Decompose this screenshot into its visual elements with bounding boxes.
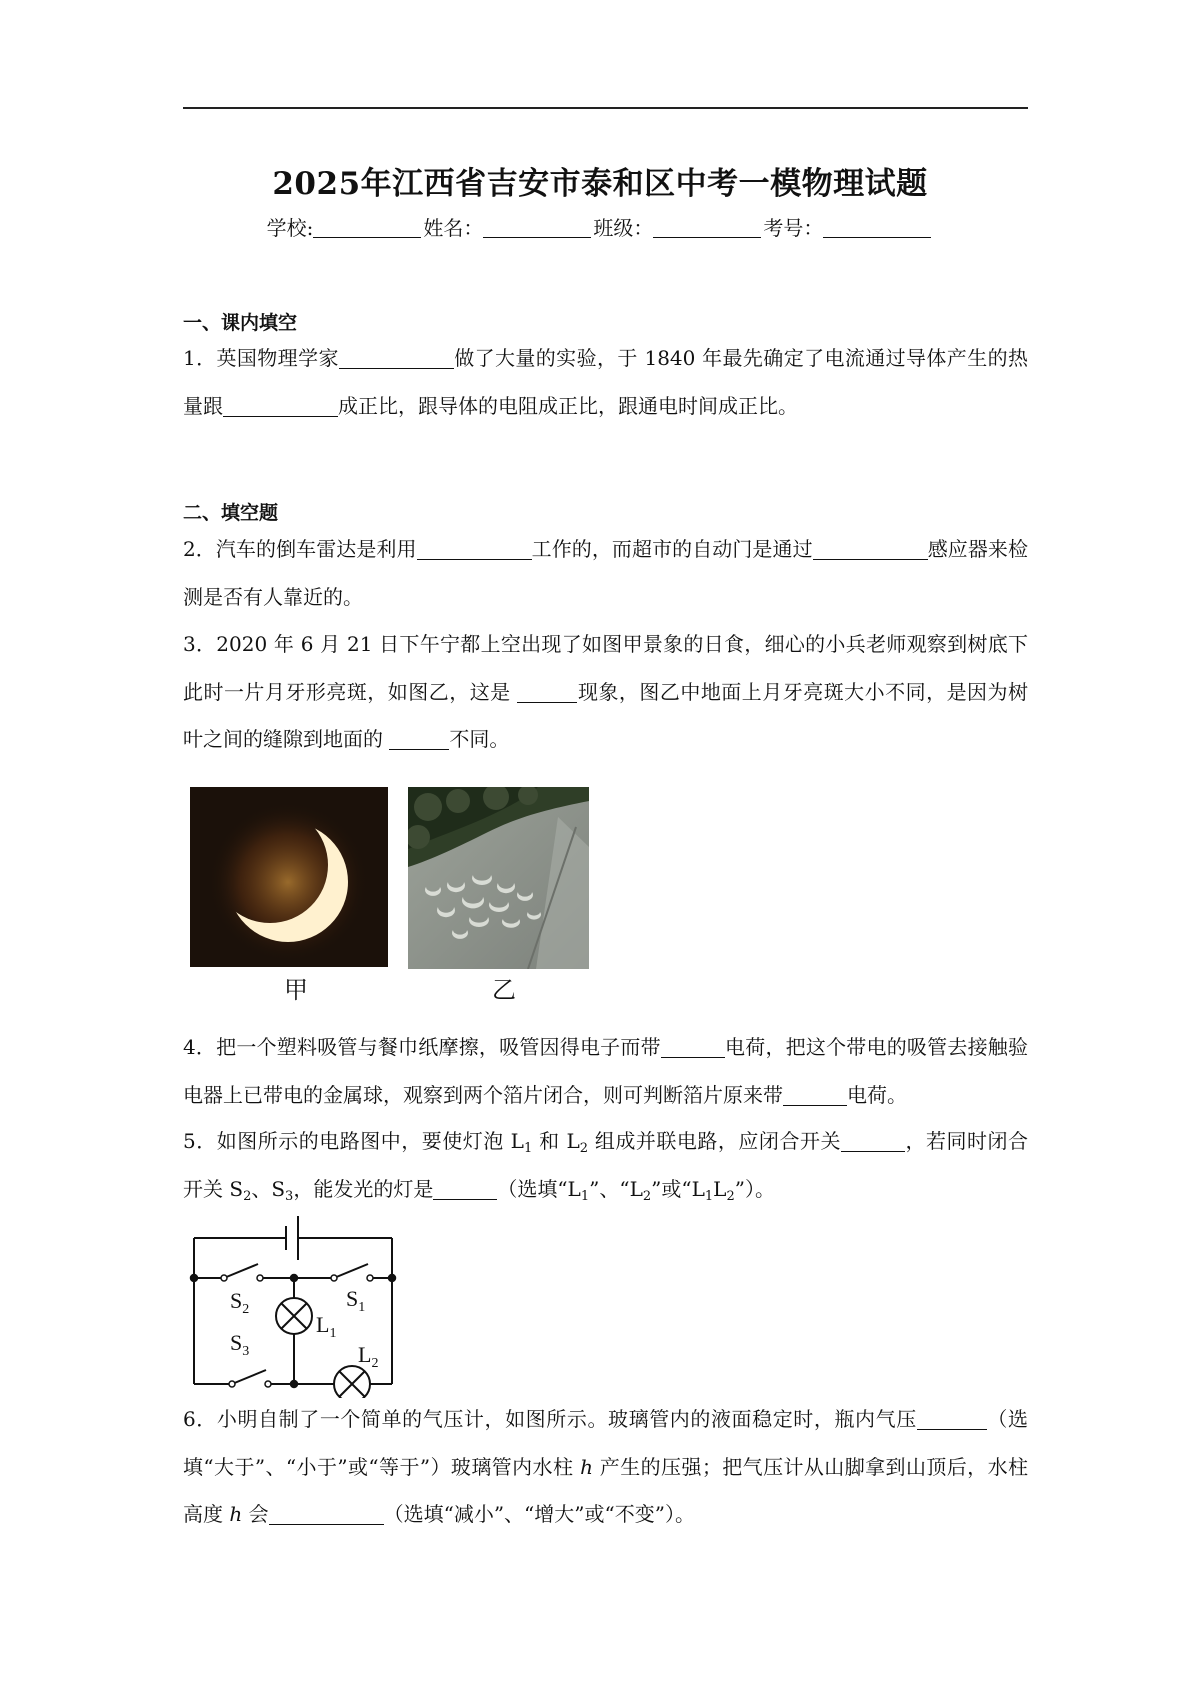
answer-blank[interactable] [517, 680, 577, 703]
q5-sub: 1 [523, 1141, 533, 1156]
question-4-text-c: 电荷。 [847, 1082, 907, 1107]
question-4-text-b: 电荷，把这个带电的吸管去接触验电器上已带电的金属球，观察到两个箔片闭合，则可判断箔片原来带 [183, 1035, 1028, 1107]
question-1 [183, 335, 1028, 430]
answer-blank[interactable] [661, 1035, 725, 1058]
question-2-text-b: 工作的，而超市的自动门是通过 [531, 537, 813, 561]
exam-no-blank[interactable] [823, 217, 931, 238]
label-S2: $S_2$ [230, 1288, 250, 1317]
switch-contact [331, 1275, 337, 1281]
light-spots-photo [408, 787, 589, 969]
answer-blank[interactable] [783, 1083, 847, 1106]
q6-var: h [229, 1502, 243, 1526]
switch-S2-blade [224, 1264, 258, 1278]
q6-text: 6．小明自制了一个简单的气压计，如图所示。玻璃管内的液面稳定时，瓶内气压 [183, 1407, 917, 1431]
q6-text: 会 [242, 1502, 269, 1526]
q5-sub: 3 [285, 1188, 294, 1204]
switch-contact [229, 1381, 235, 1387]
switch-S1-blade [334, 1264, 368, 1278]
q5-sub: 2 [642, 1188, 652, 1204]
student-info-row [0, 212, 1200, 241]
switch-contact [265, 1381, 271, 1387]
class-blank[interactable] [653, 217, 761, 238]
name-blank[interactable] [483, 217, 591, 238]
q5-text: ，能发光的灯是 [293, 1176, 434, 1201]
q6-text: （选填“大于”、“小于”或“等于”）玻璃管内水柱 [183, 1407, 1028, 1479]
q5-sub: 2 [579, 1141, 589, 1156]
junction-dot [291, 1275, 298, 1282]
question-6 [183, 1396, 1028, 1539]
question-4 [183, 1024, 1028, 1119]
school-label: 学校: [266, 216, 314, 240]
q5-sub: 1 [704, 1188, 714, 1204]
answer-blank[interactable] [389, 727, 449, 750]
q5-text: （选填“L [497, 1176, 581, 1201]
answer-blank[interactable] [917, 1407, 987, 1430]
name-label: 姓名： [423, 216, 484, 240]
question-5 [183, 1118, 1028, 1213]
answer-blank[interactable] [841, 1129, 905, 1152]
answer-blank[interactable] [417, 537, 532, 560]
q5-sub: 1 [580, 1188, 590, 1204]
answer-blank[interactable] [813, 537, 928, 560]
q5-sub: 2 [726, 1188, 735, 1204]
question-2-text-c: 感应器来检测是否有人靠近的。 [183, 537, 1028, 609]
q5-text: ，若同时闭合开关 S [183, 1129, 1029, 1201]
question-3 [183, 621, 1028, 764]
q5-text: ”）。 [734, 1176, 775, 1201]
switch-S3-blade [232, 1370, 266, 1384]
junction-dot [191, 1275, 198, 1282]
q5-text: L [713, 1176, 727, 1201]
question-3-text-a: 3．2020 年 6 月 21 日下午宁都上空出现了如图甲景象的日食，细心的小兵老师观察到树底下此时一片月牙形亮斑，如图乙，这是 [183, 632, 1028, 704]
question-1-text-a: 1．英国物理学家 [183, 346, 339, 370]
q6-text: 产生的压强；把气压计从山脚拿到山顶后，水柱高度 [183, 1454, 1028, 1526]
label-S1: $S_1$ [346, 1286, 366, 1315]
q5-text: 和 L [532, 1129, 580, 1153]
answer-blank[interactable] [223, 394, 338, 417]
circuit-diagram [186, 1212, 406, 1398]
figure-label-jia: 甲 [284, 976, 308, 1004]
class-label: 班级： [593, 216, 654, 240]
section-heading-2: 二、填空题 [183, 502, 279, 524]
eclipse-photo [190, 787, 388, 967]
switch-contact [257, 1275, 263, 1281]
page-title: 2025年江西省吉安市泰和区中考一模物理试题 [272, 166, 928, 202]
q5-text: ”、“L [589, 1176, 643, 1201]
school-blank[interactable] [313, 217, 421, 238]
answer-blank[interactable] [433, 1177, 497, 1200]
question-2-text-a: 2．汽车的倒车雷达是利用 [183, 537, 417, 561]
label-L2: $L_2$ [358, 1342, 379, 1371]
answer-blank[interactable] [339, 346, 454, 369]
switch-contact [221, 1275, 227, 1281]
figure-label-yi: 乙 [492, 976, 516, 1004]
top-rule [183, 107, 1028, 109]
q6-var: h [580, 1454, 594, 1479]
question-1-text-c: 成正比，跟导体的电阻成正比，跟通电时间成正比。 [338, 393, 798, 418]
question-2 [183, 526, 1028, 621]
section-heading-1: 一、课内填空 [183, 312, 298, 334]
question-3-text-b: 现象，图乙中地面上月牙亮斑大小不同，是因为树叶之间的缝隙到地面的 [183, 679, 1028, 751]
switch-contact [367, 1275, 373, 1281]
q5-sub: 2 [243, 1188, 252, 1204]
q5-text: 5．如图所示的电路图中，要使灯泡 L [183, 1129, 524, 1153]
question-3-text-c: 不同。 [449, 727, 510, 751]
junction-dot [291, 1381, 298, 1388]
q5-text: ”或“L [651, 1176, 705, 1201]
q5-text: 组成并联电路，应闭合开关 [588, 1129, 841, 1153]
label-L1: $L_1$ [316, 1312, 337, 1341]
q6-text: （选填“减小”、“增大”或“不变”）。 [383, 1502, 695, 1526]
question-1-text-b: 做了大量的实验，于 1840 年最先确定了电流通过导体产生的热量跟 [183, 346, 1028, 418]
answer-blank[interactable] [269, 1502, 384, 1525]
junction-dot [389, 1275, 396, 1282]
q5-text: 、S [251, 1176, 286, 1201]
label-S3: $S_3$ [230, 1330, 250, 1359]
exam-no-label: 考号： [763, 216, 824, 240]
question-4-text-a: 4．把一个塑料吸管与餐巾纸摩擦，吸管因得电子而带 [183, 1035, 661, 1059]
